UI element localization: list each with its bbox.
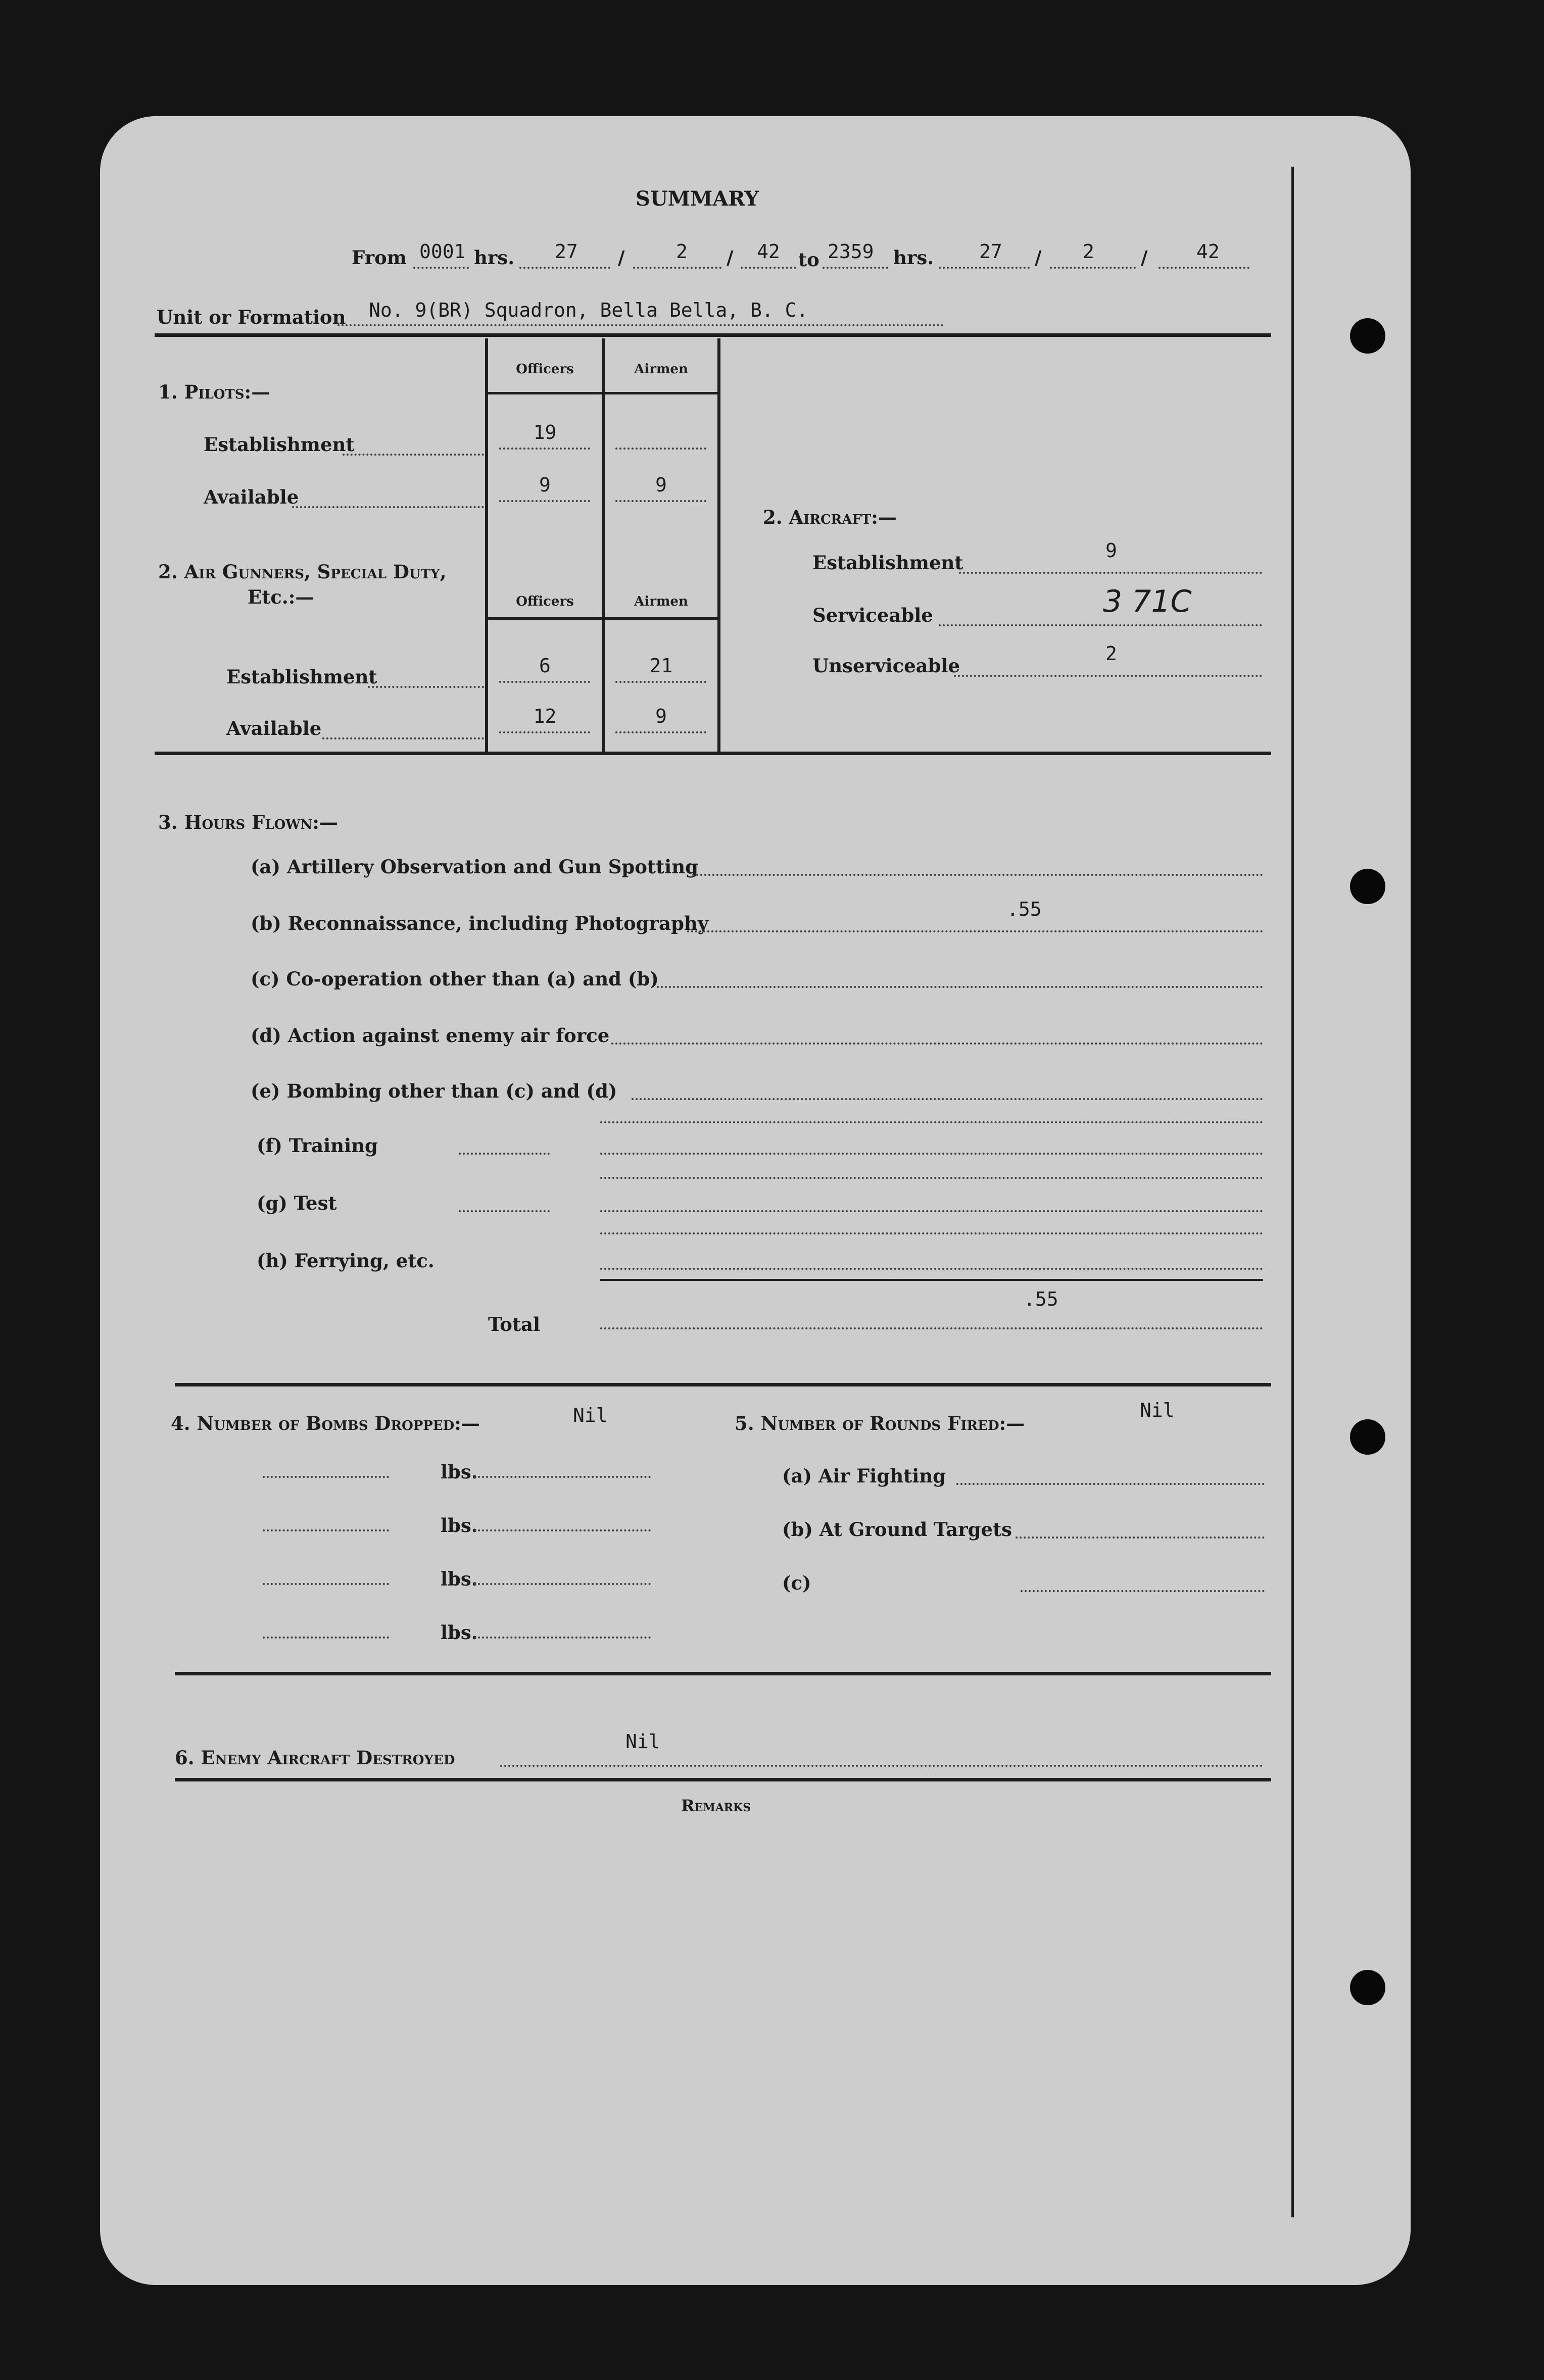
- hours-flown-heading: 3. Hours Flown:—: [158, 811, 338, 833]
- binder-hole-4: [1350, 1970, 1385, 2005]
- binder-hole-3: [1350, 1419, 1385, 1455]
- to-month-value: 2: [1083, 240, 1094, 263]
- hours-item-a-label: (a) Artillery Observation and Gun Spotting: [251, 856, 698, 878]
- summary-form-page: SUMMARY From 0001 hrs. 27 / 2 / 42 to 2359 hrs. 27 / 2 / 42 Unit or Formation No. 9(BR) Squadron, Bella Bella, B. C. Officers Airmen 1. Pilots:— Establishment 19 Available 9 9 2. Air Gunners, Special Duty, Etc.:— Officers Airmen Establishment 6 21 Available 12 9 2. Aircraft:— Establishment 9 Serviceable 3 71C Unserviceable 2 3. Hours Flown:— (a) Artillery Observation and Gun Spotting (b) Reconnaissance, including Photography .55 (c) Co-operation other than (a) and (b) (d) Action against enemy air force (e) Bombing other than (c) and (d) (f) Training (g) Test (h) Ferrying, etc. Total .55 4. Number of Bombs Dropped:— Nil lbs. lbs. lbs. lbs. 5. Number of Rounds Fired:— Nil (a) Air Fighting (b) At Ground Targets (c) 6. Enemy Aircraft Destroyed Nil Remarks: [100, 116, 1411, 2285]
- pilots-establishment-officers: 19: [533, 421, 557, 443]
- aircraft-unserviceable-label: Unserviceable: [812, 655, 960, 677]
- enemy-aircraft-heading: 6. Enemy Aircraft Destroyed: [175, 1747, 455, 1769]
- air-gunners-heading-line1: 2. Air Gunners, Special Duty,: [158, 561, 447, 583]
- form-title: SUMMARY: [636, 187, 759, 211]
- hours-item-f-label: (f) Training: [257, 1134, 378, 1157]
- air-gunners-establishment-officers: 6: [539, 655, 551, 677]
- hours-item-c-label: (c) Co-operation other than (a) and (b): [251, 968, 659, 990]
- bombs-value: Nil: [573, 1404, 608, 1426]
- aircraft-serviceable-value: 3 71C: [1103, 584, 1192, 619]
- from-month-value: 2: [676, 240, 688, 263]
- rounds-air-fighting-label: (a) Air Fighting: [782, 1465, 946, 1487]
- from-hrs-label: hrs.: [474, 246, 515, 269]
- hours-total-value: .55: [1024, 1288, 1058, 1310]
- rounds-value: Nil: [1140, 1399, 1175, 1421]
- binder-hole-2: [1350, 869, 1385, 904]
- aircraft-establishment-value: 9: [1105, 539, 1117, 562]
- hours-item-b-value: .55: [1007, 898, 1042, 920]
- hours-item-b-label: (b) Reconnaissance, including Photography: [251, 912, 709, 934]
- unit-value: No. 9(BR) Squadron, Bella Bella, B. C.: [369, 299, 808, 321]
- air-gunners-airmen-header: Airmen: [634, 594, 688, 609]
- hours-item-e-label: (e) Bombing other than (c) and (d): [251, 1080, 617, 1102]
- bombs-heading: 4. Number of Bombs Dropped:—: [171, 1412, 480, 1434]
- unit-label: Unit or Formation: [157, 306, 346, 328]
- enemy-aircraft-value: Nil: [625, 1730, 660, 1753]
- air-gunners-available-officers: 12: [533, 705, 557, 727]
- bombs-lbs-label-2: lbs.: [441, 1514, 478, 1536]
- pilots-available-airmen: 9: [655, 474, 667, 496]
- from-time-value: 0001: [419, 240, 466, 263]
- to-time-value: 2359: [828, 240, 874, 263]
- pilots-airmen-header: Airmen: [634, 362, 688, 377]
- rounds-heading: 5. Number of Rounds Fired:—: [735, 1412, 1025, 1434]
- pilots-heading: 1. Pilots:—: [158, 381, 270, 403]
- remarks-heading: Remarks: [681, 1796, 751, 1815]
- air-gunners-officers-header: Officers: [516, 594, 574, 609]
- air-gunners-available-airmen: 9: [655, 705, 667, 727]
- air-gunners-available-label: Available: [226, 717, 322, 739]
- to-label: to: [798, 249, 819, 271]
- binder-hole-1: [1350, 318, 1385, 354]
- hours-item-g-label: (g) Test: [257, 1192, 337, 1214]
- aircraft-establishment-label: Establishment: [812, 552, 963, 574]
- bombs-lbs-label-4: lbs.: [441, 1621, 478, 1644]
- bombs-lbs-label-3: lbs.: [441, 1568, 478, 1590]
- from-year-value: 42: [757, 240, 780, 263]
- rounds-c-label: (c): [782, 1572, 811, 1594]
- aircraft-unserviceable-value: 2: [1105, 642, 1117, 665]
- rounds-ground-targets-label: (b) At Ground Targets: [782, 1518, 1012, 1541]
- hours-item-d-label: (d) Action against enemy air force: [251, 1024, 610, 1047]
- pilots-establishment-label: Establishment: [204, 433, 355, 456]
- air-gunners-establishment-label: Establishment: [226, 666, 377, 688]
- to-year-value: 42: [1196, 240, 1220, 263]
- hours-item-h-label: (h) Ferrying, etc.: [257, 1250, 435, 1272]
- aircraft-heading: 2. Aircraft:—: [763, 506, 897, 528]
- to-day-value: 27: [979, 240, 1002, 263]
- pilots-available-label: Available: [204, 486, 299, 508]
- pilots-available-officers: 9: [539, 474, 551, 496]
- aircraft-serviceable-label: Serviceable: [812, 604, 933, 626]
- from-label: From: [352, 246, 407, 269]
- bombs-lbs-label-1: lbs.: [441, 1461, 478, 1483]
- air-gunners-establishment-airmen: 21: [649, 655, 673, 677]
- pilots-officers-header: Officers: [516, 362, 574, 377]
- from-day-value: 27: [555, 240, 578, 263]
- hours-total-label: Total: [488, 1313, 541, 1335]
- to-hrs-label: hrs.: [893, 246, 934, 269]
- air-gunners-heading-line2: Etc.:—: [248, 586, 314, 608]
